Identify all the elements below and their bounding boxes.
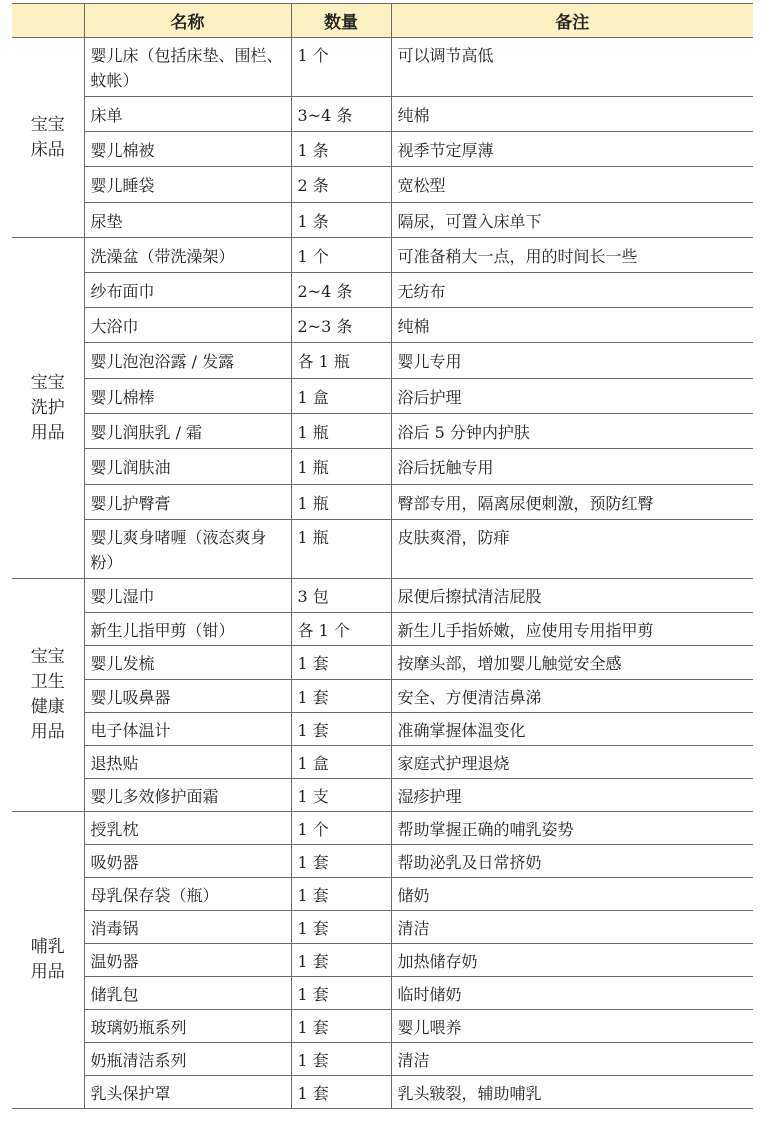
note-cell: 帮助掌握正确的哺乳姿势 <box>391 812 753 845</box>
note-cell: 浴后抚触专用 <box>391 449 753 485</box>
note-cell: 纯棉 <box>391 308 753 343</box>
table-row <box>12 308 753 343</box>
note-cell: 清洁 <box>391 911 753 944</box>
table-row <box>12 878 753 911</box>
quantity-cell: 1 套 <box>291 845 391 878</box>
note-cell: 可以调节高低 <box>391 38 753 97</box>
table-row <box>12 273 753 308</box>
note-cell: 尿便后擦拭清洁屁股 <box>391 579 753 613</box>
note-cell: 皮肤爽滑，防痱 <box>391 520 753 579</box>
table-row <box>12 167 753 203</box>
category-label-line: 哺乳 <box>30 937 65 957</box>
note-cell: 视季节定厚薄 <box>391 132 753 167</box>
quantity-cell: 3~4 条 <box>291 97 391 132</box>
table-body <box>12 38 753 1109</box>
note-cell: 加热储存奶 <box>391 944 753 977</box>
table-row <box>12 944 753 977</box>
table-row <box>12 613 753 646</box>
note-cell: 清洁 <box>391 1043 753 1076</box>
item-name-cell: 婴儿睡袋 <box>84 167 291 203</box>
table-row <box>12 203 753 238</box>
quantity-cell: 1 条 <box>291 132 391 167</box>
category-label-line: 用品 <box>30 422 65 443</box>
table-row <box>12 713 753 746</box>
note-header: 备注 <box>391 4 753 38</box>
note-cell: 可准备稍大一点，用的时间长一些 <box>391 238 753 273</box>
item-name-cell: 退热贴 <box>84 746 291 779</box>
table-row <box>12 579 753 613</box>
item-name-cell: 新生儿指甲剪（钳） <box>84 613 291 646</box>
item-name-cell: 婴儿棉棒 <box>84 379 291 414</box>
quantity-cell: 1 套 <box>291 878 391 911</box>
note-cell: 临时储奶 <box>391 977 753 1010</box>
note-cell: 纯棉 <box>391 97 753 132</box>
note-cell: 新生儿手指娇嫩，应使用专用指甲剪 <box>391 613 753 646</box>
table-row <box>12 977 753 1010</box>
note-cell: 家庭式护理退烧 <box>391 746 753 779</box>
quantity-cell: 1 个 <box>291 38 391 97</box>
table-row <box>12 1043 753 1076</box>
quantity-cell: 1 套 <box>291 680 391 713</box>
quantity-cell: 1 套 <box>291 1010 391 1043</box>
table-row <box>12 812 753 845</box>
name-header: 名称 <box>84 4 291 38</box>
note-cell: 乳头皲裂，辅助哺乳 <box>391 1076 753 1109</box>
quantity-cell: 1 套 <box>291 944 391 977</box>
quantity-cell: 1 瓶 <box>291 520 391 579</box>
item-name-cell: 婴儿棉被 <box>84 132 291 167</box>
table-row <box>12 343 753 379</box>
item-name-cell: 婴儿发梳 <box>84 646 291 680</box>
item-name-cell: 玻璃奶瓶系列 <box>84 1010 291 1043</box>
category-label-line: 宝宝 <box>30 647 65 667</box>
item-name-cell: 婴儿润肤油 <box>84 449 291 485</box>
note-cell: 婴儿专用 <box>391 343 753 379</box>
note-cell: 湿疹护理 <box>391 779 753 812</box>
item-name-cell: 吸奶器 <box>84 845 291 878</box>
quantity-cell: 1 盒 <box>291 746 391 779</box>
category-label-line: 宝宝 <box>30 114 65 135</box>
table-row <box>12 1076 753 1109</box>
quantity-cell: 1 套 <box>291 1043 391 1076</box>
item-name-cell: 婴儿润肤乳 / 霜 <box>84 414 291 449</box>
note-cell: 帮助泌乳及日常挤奶 <box>391 845 753 878</box>
table-row <box>12 485 753 520</box>
quantity-cell: 1 支 <box>291 779 391 812</box>
category-label-line: 洗护 <box>30 397 65 418</box>
item-name-cell: 婴儿护臀膏 <box>84 485 291 520</box>
category-label-line: 用品 <box>30 722 65 742</box>
category-label-line: 健康 <box>30 697 65 717</box>
item-name-cell: 婴儿泡泡浴露 / 发露 <box>84 343 291 379</box>
quantity-cell: 1 个 <box>291 812 391 845</box>
table-row <box>12 646 753 680</box>
table-row <box>12 414 753 449</box>
table-row <box>12 520 753 579</box>
note-cell: 婴儿喂养 <box>391 1010 753 1043</box>
table-row <box>12 779 753 812</box>
item-name-cell: 消毒锅 <box>84 911 291 944</box>
quantity-cell: 2~4 条 <box>291 273 391 308</box>
item-name-cell: 授乳枕 <box>84 812 291 845</box>
table-row <box>12 680 753 713</box>
note-cell: 臀部专用，隔离尿便刺激，预防红臀 <box>391 485 753 520</box>
category-cell <box>12 579 84 812</box>
table-row <box>12 238 753 273</box>
quantity-cell: 3 包 <box>291 579 391 613</box>
note-cell: 无纺布 <box>391 273 753 308</box>
item-name-cell: 尿垫 <box>84 203 291 238</box>
note-cell: 储奶 <box>391 878 753 911</box>
category-header <box>12 4 84 38</box>
table-row <box>12 1010 753 1043</box>
quantity-cell: 1 套 <box>291 1076 391 1109</box>
item-name-cell: 洗澡盆（带洗澡架） <box>84 238 291 273</box>
note-cell: 浴后 5 分钟内护肤 <box>391 414 753 449</box>
table-row <box>12 97 753 132</box>
note-cell: 隔尿，可置入床单下 <box>391 203 753 238</box>
quantity-cell: 1 套 <box>291 646 391 680</box>
item-name-cell: 婴儿床（包括床垫、围栏、蚊帐） <box>84 38 291 97</box>
item-name-cell: 大浴巾 <box>84 308 291 343</box>
quantity-cell: 1 个 <box>291 238 391 273</box>
item-name-cell: 婴儿爽身啫喱（液态爽身粉） <box>84 520 291 579</box>
item-name-cell: 温奶器 <box>84 944 291 977</box>
quantity-cell: 1 瓶 <box>291 414 391 449</box>
item-name-cell: 母乳保存袋（瓶） <box>84 878 291 911</box>
category-label-line: 宝宝 <box>30 372 65 393</box>
quantity-cell: 2 条 <box>291 167 391 203</box>
note-cell: 浴后护理 <box>391 379 753 414</box>
quantity-cell: 各 1 个 <box>291 613 391 646</box>
category-cell <box>12 238 84 579</box>
table-row <box>12 911 753 944</box>
item-name-cell: 婴儿多效修护面霜 <box>84 779 291 812</box>
item-name-cell: 乳头保护罩 <box>84 1076 291 1109</box>
table-row <box>12 132 753 167</box>
quantity-cell: 1 套 <box>291 977 391 1010</box>
table-row <box>12 746 753 779</box>
quantity-cell: 1 瓶 <box>291 485 391 520</box>
category-label-line: 用品 <box>30 962 65 982</box>
category-label-line: 床品 <box>30 139 65 160</box>
table-row <box>12 38 753 97</box>
baby-supplies-table <box>12 3 753 1109</box>
quantity-cell: 2~3 条 <box>291 308 391 343</box>
item-name-cell: 纱布面巾 <box>84 273 291 308</box>
category-cell <box>12 812 84 1109</box>
quantity-cell: 1 条 <box>291 203 391 238</box>
item-name-cell: 婴儿吸鼻器 <box>84 680 291 713</box>
table-row <box>12 449 753 485</box>
note-cell: 宽松型 <box>391 167 753 203</box>
quantity-cell: 各 1 瓶 <box>291 343 391 379</box>
table-row <box>12 845 753 878</box>
quantity-cell: 1 盒 <box>291 379 391 414</box>
item-name-cell: 婴儿湿巾 <box>84 579 291 613</box>
table-row <box>12 379 753 414</box>
quantity-cell: 1 套 <box>291 713 391 746</box>
item-name-cell: 储乳包 <box>84 977 291 1010</box>
quantity-cell: 1 瓶 <box>291 449 391 485</box>
note-cell: 安全、方便清洁鼻涕 <box>391 680 753 713</box>
note-cell: 按摩头部，增加婴儿触觉安全感 <box>391 646 753 680</box>
item-name-cell: 电子体温计 <box>84 713 291 746</box>
header-row <box>12 4 753 38</box>
note-cell: 准确掌握体温变化 <box>391 713 753 746</box>
quantity-header: 数量 <box>291 4 391 38</box>
item-name-cell: 床单 <box>84 97 291 132</box>
category-label-line: 卫生 <box>30 672 65 692</box>
quantity-cell: 1 套 <box>291 911 391 944</box>
item-name-cell: 奶瓶清洁系列 <box>84 1043 291 1076</box>
category-cell <box>12 38 84 238</box>
